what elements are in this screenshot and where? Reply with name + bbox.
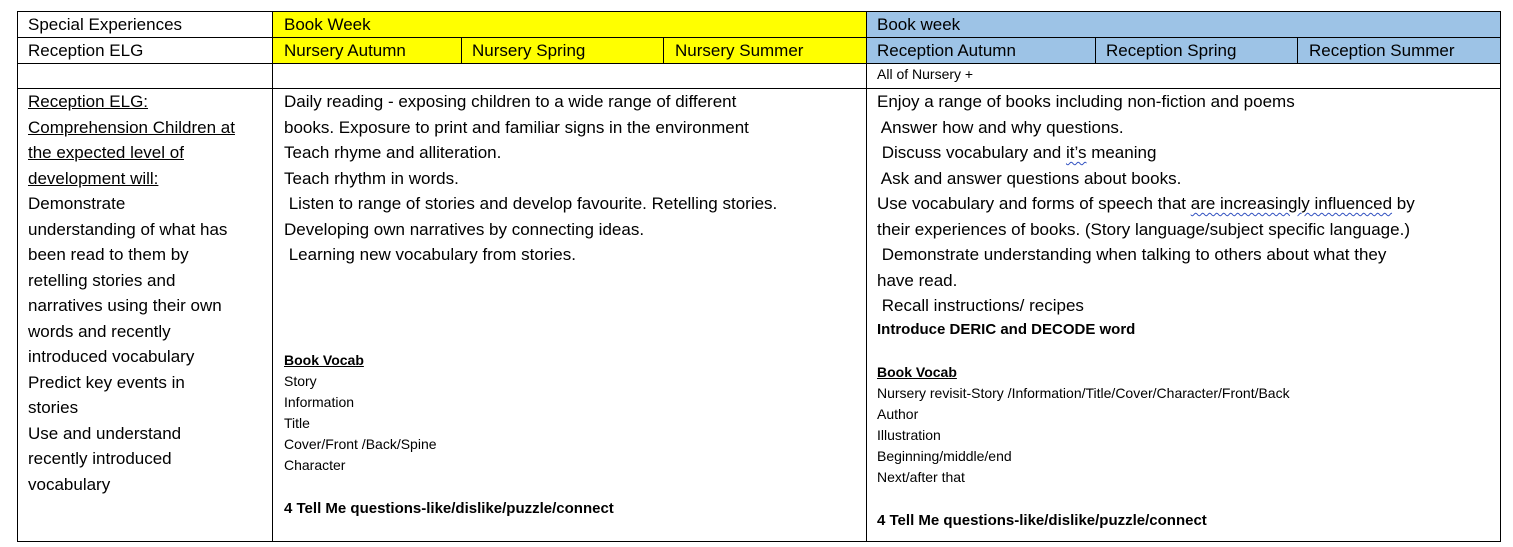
reception-line	[877, 140, 1415, 166]
elg-heading-line: development will:	[28, 168, 159, 188]
reception-line: Demonstrate understanding when talking to others about what they	[877, 245, 1387, 264]
reception-text: Use vocabulary and forms of speech that	[877, 194, 1191, 213]
reception-cell	[877, 89, 1415, 319]
nursery-vocab-item: Cover/Front /Back/Spine	[284, 436, 437, 452]
elg-body-line: words and recently	[28, 321, 171, 341]
elg-cell	[28, 89, 235, 497]
elg-body-line: narratives using their own	[28, 296, 222, 315]
reception-elg-label: Reception ELG	[28, 41, 144, 60]
reception-line: Ask and answer questions about books.	[877, 168, 1182, 188]
nursery-cell	[284, 89, 777, 268]
reception-summer-label: Reception Summer	[1309, 41, 1455, 60]
special-experiences-label: Special Experiences	[28, 15, 183, 34]
reception-vocab-title: Book Vocab	[877, 364, 957, 380]
elg-body-line: retelling stories and	[28, 270, 176, 290]
nursery-summer-label: Nursery Summer	[675, 41, 804, 60]
nursery-spring-label: Nursery Spring	[472, 41, 586, 60]
nursery-vocab-list	[284, 371, 437, 476]
all-of-nursery-note: All of Nursery +	[877, 66, 974, 82]
reception-line: their experiences of books. (Story language/subject specific language.)	[877, 219, 1410, 239]
nursery-vocab-item: Title	[284, 415, 310, 431]
reception-vocab-item: Nursery revisit-Story /Information/Title/Cover/Character/Front/Back	[877, 385, 1290, 401]
reception-line: Recall instructions/ recipes	[877, 296, 1084, 315]
reception-line: have read.	[877, 270, 958, 290]
nursery-line: Learning new vocabulary from stories.	[284, 245, 576, 264]
nursery-line: Teach rhythm in words.	[284, 168, 459, 188]
reception-line: Answer how and why questions.	[877, 117, 1124, 137]
nursery-line: Listen to range of stories and develop favourite. Retelling stories.	[284, 194, 778, 213]
elg-heading-line: Reception ELG:	[28, 92, 149, 111]
reception-vocab-item: Author	[877, 406, 919, 422]
nursery-line: books. Exposure to print and familiar signs in the environment	[284, 117, 749, 137]
nursery-line: Developing own narratives by connecting ideas.	[284, 219, 645, 239]
elg-body-line: Predict key events in	[28, 372, 185, 392]
reception-vocab-list	[877, 383, 1290, 488]
reception-line: Enjoy a range of books including non-fiction and poems	[877, 92, 1295, 111]
elg-body-line: Demonstrate	[28, 194, 126, 213]
reception-autumn-label: Reception Autumn	[877, 41, 1016, 60]
elg-body-line: recently introduced	[28, 449, 172, 468]
reception-vocab-item: Next/after that	[877, 469, 965, 485]
elg-body-line: introduced vocabulary	[28, 347, 195, 366]
reception-text: meaning	[1086, 143, 1157, 162]
elg-heading-line: the expected level of	[28, 143, 184, 162]
elg-body-line: been read to them by	[28, 245, 189, 264]
nursery-tell-me: 4 Tell Me questions-like/dislike/puzzle/connect	[284, 500, 614, 517]
reception-vocab-item: Beginning/middle/end	[877, 448, 1012, 464]
reception-spring-label: Reception Spring	[1106, 41, 1237, 60]
spellcheck-flag: it’s	[1065, 143, 1087, 162]
nursery-line: Teach rhyme and alliteration.	[284, 143, 502, 162]
nursery-vocab-item: Story	[284, 373, 317, 389]
reception-introduce: Introduce DERIC and DECODE word	[877, 321, 1136, 338]
reception-tell-me: 4 Tell Me questions-like/dislike/puzzle/connect	[877, 512, 1207, 529]
reception-line	[877, 191, 1415, 217]
nursery-vocab-item: Information	[284, 394, 355, 410]
elg-body-line: understanding of what has	[28, 219, 228, 239]
nursery-autumn-label: Nursery Autumn	[284, 41, 406, 60]
grammar-flag: are increasingly influenced	[1190, 194, 1393, 213]
elg-body-line: Use and understand	[28, 423, 182, 443]
reception-book-week-label: Book week	[877, 15, 961, 34]
nursery-vocab-item: Character	[284, 457, 346, 473]
elg-body-line: vocabulary	[28, 474, 111, 494]
nursery-line: Daily reading - exposing children to a wide range of different	[284, 92, 737, 111]
nursery-book-week-label: Book Week	[284, 15, 371, 34]
elg-body-line: stories	[28, 398, 79, 417]
reception-text: by	[1392, 194, 1415, 213]
reception-vocab-item: Illustration	[877, 427, 941, 443]
nursery-vocab-title: Book Vocab	[284, 352, 364, 368]
reception-text: Discuss vocabulary and	[877, 143, 1066, 162]
elg-heading-line: Comprehension Children at	[28, 117, 235, 137]
